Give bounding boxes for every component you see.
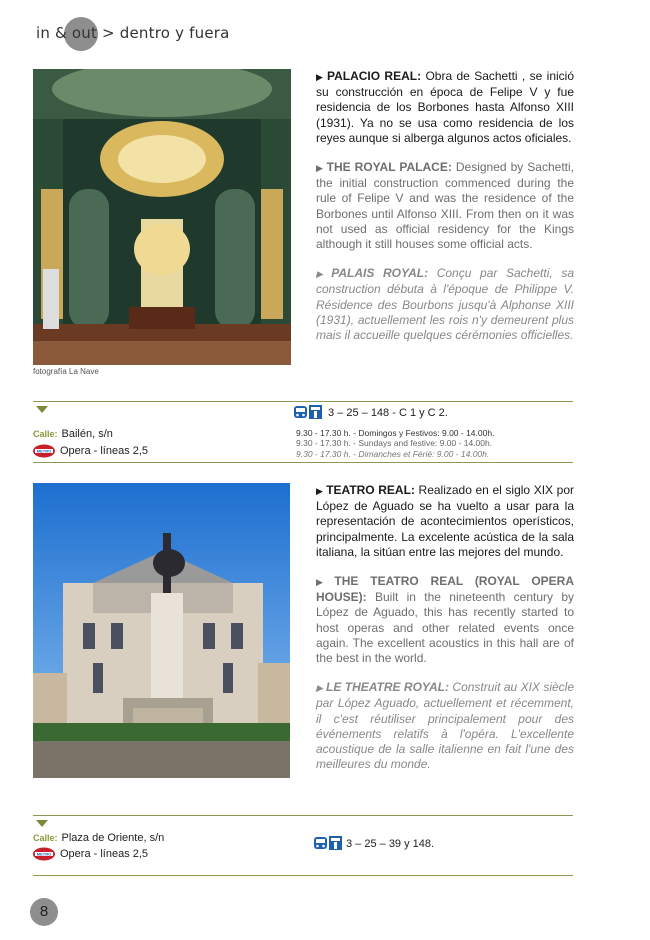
palacio-es-title: PALACIO REAL: [326, 69, 422, 83]
bus-metro-icons [294, 405, 326, 424]
teatro-real-photo [33, 483, 290, 778]
street-value: Plaza de Oriente, s/n [61, 832, 165, 844]
triangle-bullet-icon: ▶ [316, 683, 323, 694]
street-label: Calle: [33, 429, 58, 439]
hours-fr: 9.30 - 17.30 h. - Dimanches et Férié: 9.00 - 14.00h. [296, 448, 490, 459]
palacio-real-text [316, 69, 574, 357]
divider-line [33, 875, 573, 876]
palacio-fr-title: PALAIS ROYAL: [331, 266, 429, 281]
divider-line [33, 401, 573, 402]
teatro-en-paragraph [316, 574, 574, 666]
divider-line [33, 815, 573, 816]
header-title: in & out > dentro y fuera [36, 24, 230, 42]
teatro-fr-paragraph [316, 680, 574, 772]
bus-metro-icons [314, 836, 346, 855]
teatro-real-text [316, 483, 574, 786]
triangle-bullet-icon: ▶ [316, 486, 324, 496]
palacio-fr-paragraph [316, 266, 574, 343]
section2-address [33, 832, 164, 844]
hours-en: 9.30 - 17.30 h. - Sundays and festive: 9.00 - 14.00h. [296, 438, 493, 449]
section1-address [33, 428, 113, 440]
triangle-bullet-icon: ▶ [316, 163, 324, 174]
teatro-en-text: Built in the nineteenth century by López de Aguado, this has recently started to host operas and other related events once again. The excellent acoustics in this hall are of the best in the world. [316, 590, 574, 666]
teatro-fr-title: LE THEATRE ROYAL: [326, 680, 450, 695]
page-number: 8 [30, 898, 58, 926]
section1-bus-lines: 3 – 25 – 148 - C 1 y C 2. [328, 407, 448, 419]
palacio-fr-text: Conçu par Sachetti, sa construction débuta à l'époque de Philippe V. Résidence des Bourbons jusqu'à Alphonse XIII (1931), actuellement les rois n'y demeurent plus mais il accueille quelques cérémonies officielles. [316, 266, 574, 343]
section1-hours [296, 428, 494, 459]
svg-text:METRO: METRO [36, 851, 52, 857]
divider-line [33, 462, 573, 463]
palacio-en-paragraph [316, 160, 574, 252]
teatro-es-title: TEATRO REAL: [326, 483, 415, 497]
arrow-down-icon [36, 820, 48, 827]
street-value: Bailén, s/n [61, 428, 113, 440]
palacio-en-text: Designed by Sachetti, the initial construction commenced during the rule of Felipe V and was the residence of the Borbones until Alfonso XIII. From then on it was not used as official residency for the Kings although it still houses some official acts. [316, 160, 575, 252]
hours-es: 9.30 - 17.30 h. - Domingos y Festivos: 9.00 - 14.00h. [296, 428, 495, 438]
palacio-es-paragraph [316, 69, 574, 146]
triangle-bullet-icon: ▶ [316, 72, 324, 82]
metro-logo-icon [32, 847, 56, 866]
page-header [0, 14, 400, 54]
section2-bus-lines: 3 – 25 – 39 y 148. [346, 838, 435, 850]
section2-metro: Opera - líneas 2,5 [60, 848, 149, 860]
svg-text:METRO: METRO [36, 448, 52, 454]
triangle-bullet-icon: ▶ [316, 269, 329, 280]
teatro-es-text: Realizado en el siglo XIX por López de Aguado se ha vuelto a usar para la representación de acontecimientos operísticos, principalmente. La excelente acústica de la sala italiana, la sitúan entre las mejores del mundo. [316, 483, 574, 559]
palacio-real-photo [33, 69, 291, 365]
teatro-en-title: THE TEATRO REAL (ROYAL OPERA HOUSE): [316, 574, 574, 605]
photo-credit: fotografía La Nave [33, 367, 99, 376]
street-label: Calle: [33, 833, 58, 843]
palacio-en-title: THE ROYAL PALACE: [326, 160, 452, 175]
triangle-bullet-icon: ▶ [316, 577, 332, 588]
section1-metro: Opera - líneas 2,5 [60, 445, 149, 457]
teatro-fr-text: Construit au XIX siècle par López Aguado, actuellement et récemment, il c'est réutiliser principalement pour des événements relatifs à l'opéra. L'excellente acoustique de la salle italienne en fait l'une des meilleures du monde. [316, 680, 574, 772]
teatro-es-paragraph [316, 483, 574, 560]
arrow-down-icon [36, 406, 48, 413]
metro-logo-icon [32, 444, 56, 463]
palacio-es-text: Obra de Sachetti , se inició su construcción en época de Felipe V y fue residencia de los Borbones hasta Alfonso XIII (1931). Ya no se usa como residencia de los reyes aunque si alberga algunos actos oficiales. [316, 69, 574, 145]
